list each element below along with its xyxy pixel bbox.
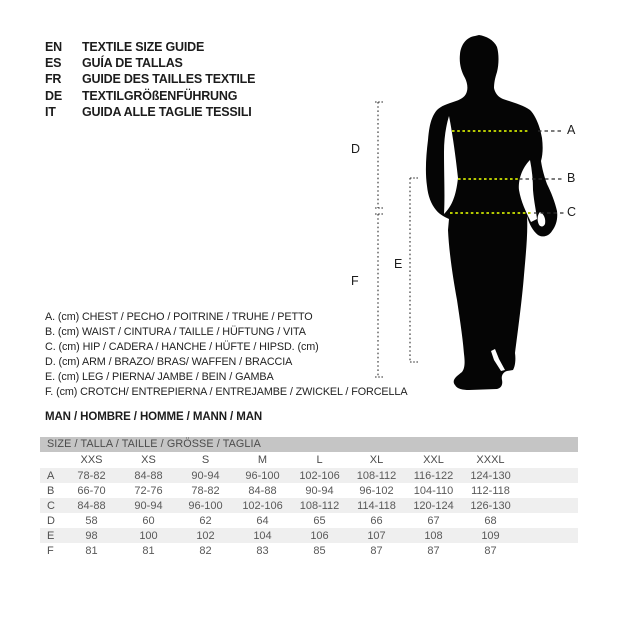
- figure-label-a: A: [567, 123, 576, 137]
- cell: 85: [313, 544, 326, 557]
- man-silhouette: [426, 35, 557, 390]
- size-table-section: [40, 437, 578, 558]
- lang-row-it: [45, 104, 255, 120]
- cell: 106: [310, 529, 329, 542]
- table-row-a: [40, 468, 578, 483]
- row-label: E: [47, 529, 55, 542]
- row-label: F: [47, 544, 54, 557]
- lang-title: TEXTILGRÖßENFÜHRUNG: [82, 88, 238, 103]
- table-row-b: [40, 483, 578, 498]
- lang-row-de: [45, 88, 255, 104]
- size-col-l: L: [316, 454, 323, 466]
- measurement-definitions: [45, 310, 407, 400]
- table-row-c: [40, 498, 578, 513]
- cell: 83: [256, 544, 269, 557]
- cell: 66-70: [77, 484, 106, 497]
- cell: 108-112: [299, 499, 340, 512]
- figure-label-f: F: [351, 274, 359, 288]
- table-row-f: [40, 543, 578, 558]
- size-col-xs: XS: [141, 454, 156, 466]
- cell-filler: [519, 543, 578, 558]
- size-header-empty: [40, 452, 63, 468]
- cell: 81: [142, 544, 155, 557]
- measurement-def-d: D. (cm) ARM / BRAZO/ BRAS/ WAFFEN / BRACCIA: [45, 356, 293, 368]
- cell: 124-130: [470, 469, 511, 482]
- language-title-list: [45, 39, 255, 120]
- cell: 96-102: [359, 484, 394, 497]
- cell: 108: [424, 529, 443, 542]
- gender-line: MAN / HOMBRE / HOMME / MANN / MAN: [45, 411, 263, 423]
- lang-code: FR: [45, 72, 62, 87]
- cell: 60: [142, 514, 155, 527]
- size-col-filler: [519, 452, 578, 468]
- lang-title: TEXTILE SIZE GUIDE: [82, 40, 205, 55]
- table-row-e: [40, 528, 578, 543]
- lang-code: IT: [45, 104, 56, 119]
- figure-label-e: E: [394, 257, 403, 271]
- cell: 126-130: [470, 499, 511, 512]
- lang-title: GUIDA ALLE TAGLIE TESSILI: [82, 104, 252, 119]
- cell: 78-82: [77, 469, 106, 482]
- cell: 67: [427, 514, 440, 527]
- cell: 87: [370, 544, 383, 557]
- cell: 90-94: [191, 469, 220, 482]
- cell: 84-88: [134, 469, 163, 482]
- lang-code: DE: [45, 88, 62, 103]
- figure-label-c: C: [567, 205, 577, 219]
- row-label: A: [47, 469, 55, 482]
- measurement-def-c: C. (cm) HIP / CADERA / HANCHE / HÜFTE / HIPSD. (cm): [45, 341, 319, 353]
- cell: 87: [484, 544, 497, 557]
- size-table: [40, 452, 578, 558]
- cell: 62: [199, 514, 212, 527]
- cell: 84-88: [77, 499, 106, 512]
- cell: 78-82: [191, 484, 220, 497]
- size-header-row: [40, 452, 578, 468]
- cell: 120-124: [413, 499, 454, 512]
- cell-filler: [519, 498, 578, 513]
- measurement-def-a: A. (cm) CHEST / PECHO / POITRINE / TRUHE / PETTO: [45, 311, 313, 323]
- cell: 104-110: [413, 484, 454, 497]
- cell: 66: [370, 514, 383, 527]
- cell: 96-100: [245, 469, 280, 482]
- cell: 100: [139, 529, 158, 542]
- size-col-xxs: XXS: [80, 454, 103, 466]
- row-label: D: [47, 514, 55, 527]
- cell: 82: [199, 544, 212, 557]
- measurement-def-b: B. (cm) WAIST / CINTURA / TAILLE / HÜFTUNG / VITA: [45, 326, 306, 338]
- cell-filler: [519, 483, 578, 498]
- measurement-def-e: E. (cm) LEG / PIERNA/ JAMBE / BEIN / GAMBA: [45, 371, 274, 383]
- row-label: C: [47, 499, 55, 512]
- lang-title: GUÍA DE TALLAS: [82, 56, 183, 71]
- lang-row-es: [45, 55, 255, 71]
- figure-label-b: B: [567, 171, 576, 185]
- cell: 68: [484, 514, 497, 527]
- cell: 65: [313, 514, 326, 527]
- cell-filler: [519, 513, 578, 528]
- lang-row-fr: [45, 71, 255, 87]
- cell: 90-94: [305, 484, 334, 497]
- size-col-s: S: [201, 454, 210, 466]
- row-label: B: [47, 484, 55, 497]
- cell: 58: [85, 514, 98, 527]
- cell: 87: [427, 544, 440, 557]
- cell: 72-76: [134, 484, 163, 497]
- size-col-xxxl: XXXL: [476, 454, 505, 466]
- cell: 90-94: [134, 499, 163, 512]
- cell: 108-112: [356, 469, 397, 482]
- cell: 96-100: [188, 499, 223, 512]
- cell: 107: [367, 529, 386, 542]
- cell: 64: [256, 514, 269, 527]
- cell: 116-122: [413, 469, 454, 482]
- cell: 81: [85, 544, 98, 557]
- cell: 102: [196, 529, 215, 542]
- measurement-def-f: F. (cm) CROTCH/ ENTREPIERNA / ENTREJAMBE / ZWICKEL / FORCELLA: [45, 386, 408, 398]
- cell: 112-118: [471, 484, 510, 497]
- lang-code: ES: [45, 56, 62, 71]
- lang-title: GUIDE DES TAILLES TEXTILE: [82, 72, 256, 87]
- size-table-header-bar: SIZE / TALLA / TAILLE / GRÖSSE / TAGLIA: [40, 437, 578, 452]
- figure-label-d: D: [351, 142, 361, 156]
- lang-code: EN: [45, 40, 62, 55]
- lang-row-en: [45, 39, 255, 55]
- cell: 114-118: [357, 499, 396, 512]
- cell: 102-106: [242, 499, 283, 512]
- cell: 98: [85, 529, 98, 542]
- cell: 109: [481, 529, 500, 542]
- cell-filler: [519, 468, 578, 483]
- table-row-d: [40, 513, 578, 528]
- cell-filler: [519, 528, 578, 543]
- cell: 84-88: [248, 484, 277, 497]
- size-col-xl: XL: [369, 454, 384, 466]
- size-col-xxl: XXL: [423, 454, 444, 466]
- cell: 102-106: [299, 469, 340, 482]
- size-col-m: M: [257, 454, 268, 466]
- cell: 104: [253, 529, 272, 542]
